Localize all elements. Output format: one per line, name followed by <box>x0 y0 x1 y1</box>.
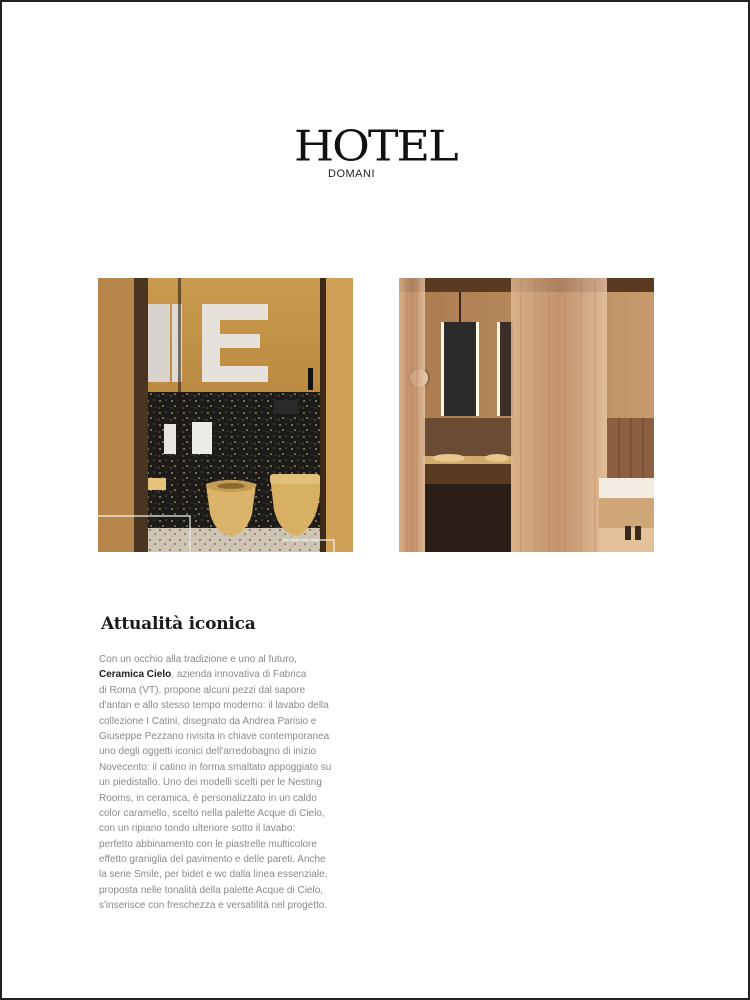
article-line: uno degli oggetti iconici dell'arredobagno di inizio <box>99 746 317 758</box>
logo-domani: DOMANI <box>328 168 375 180</box>
bathroom-bidet-illustration <box>98 278 353 552</box>
logo-hotel: HOTEL <box>294 121 457 171</box>
brand-name: Ceramica Cielo <box>99 669 172 681</box>
article-line: di Roma (VT), propone alcuni pezzi dal sapore <box>99 684 306 696</box>
article-line: d'antan e allo stesso tempo moderno: il lavabo della <box>99 700 329 712</box>
article-heading: Attualità iconica <box>101 614 256 634</box>
article-line: Con un occhio alla tradizione e uno al futuro, <box>99 654 297 665</box>
article-body <box>99 652 339 914</box>
article-line: effetto graniglia del pavimento e delle pareti. Anche <box>99 854 326 866</box>
article-line: collezione I Catini, disegnato da Andrea Parisio e <box>99 715 317 727</box>
article-line: con un ripiano tondo ulteriore sotto il lavabo: <box>99 823 296 835</box>
photo-bathroom-bidet <box>98 278 353 552</box>
article-line: s'inserisce con freschezza e versatilità nel progetto. <box>99 900 328 912</box>
masthead-logo <box>294 120 457 190</box>
article-line: color caramello, scelto nella palette Acque di Cielo, <box>99 807 325 819</box>
article-line: un piedistallo. Uno dei modelli scelti per le Nesting <box>99 777 322 789</box>
article-line: Ceramica Cielo, azienda innovativa di Fabrica <box>99 669 307 681</box>
bathroom-washbasin-illustration <box>399 278 654 552</box>
article-line: Rooms, in ceramica, è personalizzato in un caldo <box>99 792 317 804</box>
article-line: Giuseppe Pezzano rivisita in chiave contemporanea <box>99 730 330 742</box>
article-line: la serie Smile, per bidet e wc dalla linea essenziale, <box>99 869 328 881</box>
article-line: perfetto abbinamento con le piastrelle multicolore <box>99 838 317 850</box>
article-line: proposta nelle tonalità della palette Acque di Cielo, <box>99 884 324 896</box>
photo-bathroom-washbasin <box>399 278 654 552</box>
article-line: Novecento: il catino in forma smaltato appoggiato su <box>99 761 332 773</box>
